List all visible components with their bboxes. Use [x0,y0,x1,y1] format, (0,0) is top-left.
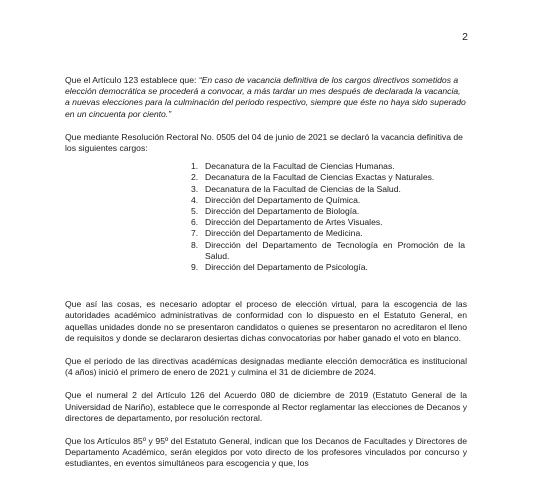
list-item-text: Decanatura de la Facultad de Ciencias Exactas y Naturales. [205,172,435,183]
list-item [65,161,465,172]
list-item-number: 2. [191,172,199,183]
list-item-text: Decanatura de la Facultad de Ciencias de la Salud. [205,183,401,194]
list-item-text: Dirección del Departamento de Biología. [205,206,360,217]
paragraph-articulos-85-95: Que los Artículos 85º y 95º del Estatuto General, indican que los Decanos de Facultades y Directores de Departamento Académico, serán elegidos por voto directo de los profesores vinculados por concurso y estudiantes, en eventos simultáneos para escogencia y que, los [65,436,467,469]
list-item [65,195,465,206]
list-item-text: Dirección del Departamento de Artes Visuales. [205,217,383,228]
list-item [65,184,465,195]
list-item-number: 9. [191,262,199,273]
list-item-number: 7. [191,228,199,239]
list-item-number: 3. [191,183,199,194]
list-item-text: Dirección del Departamento de Tecnología en Promoción de la Salud. [205,239,465,261]
list-item-number: 1. [191,161,199,172]
document-body [65,75,467,482]
list-item [65,262,465,273]
list-item-number: 4. [191,194,199,205]
list-item-number: 5. [191,206,199,217]
paragraph-lead: Que el Artículo 123 establece que: [65,75,199,85]
list-item [65,206,465,217]
list-item-text: Dirección del Departamento de Medicina. [205,228,363,239]
quoted-text: “En caso de vacancia definitiva de los cargos directivos sometidos a elección democrática se procederá a convocar, a más tardar un mes después de declarada la vacancia, a nuevas elecciones para la culminación del periodo respectivo, siempre que éste no haya sido superado en un cincuenta por ciento.” [65,75,466,119]
list-item [65,172,465,183]
paragraph-resolucion: Que mediante Resolución Rectoral No. 0505 del 04 de junio de 2021 se declaró la vacancia definitiva de los siguientes cargos: [65,131,463,154]
list-item-text: Dirección del Departamento de Química. [205,194,361,205]
paragraph-periodo: Que el periodo de las directivas académicas designadas mediante elección democrática es institucional (4 años) inició el primero de enero de 2021 y culmina el 31 de diciembre de 2024. [65,356,467,378]
list-item-text: Decanatura de la Facultad de Ciencias Humanas. [205,161,395,172]
list-item [65,240,465,262]
list-item [65,217,465,228]
list-item-number: 6. [191,217,199,228]
list-item-number: 8. [191,239,199,250]
cargos-list [65,161,465,273]
list-item-text: Dirección del Departamento de Psicología. [205,262,368,273]
list-item [65,228,465,239]
paragraph-numeral-2: Que el numeral 2 del Artículo 126 del Acuerdo 080 de diciembre de 2019 (Estatuto General de la Universidad de Nariño), establece que le corresponde al Rector reglamentar las elecciones de Decanos y directores de departamento, por resolución rectoral. [65,390,467,423]
paragraph-articulo-123 [65,75,467,120]
page-number: 2 [462,31,468,43]
paragraph-eleccion-virtual: Que así las cosas, es necesario adoptar el proceso de elección virtual, para la escogencia de las autoridades académico administrativas de conformidad con lo dispuesto en el Estatuto General, en aquellas unidades donde no se presentaron candidatos o quienes se presentaron no acreditaron el lleno de requisitos y donde se declararon desiertas dichas convocatorias por haber ganado el voto en blanco. [65,299,467,343]
